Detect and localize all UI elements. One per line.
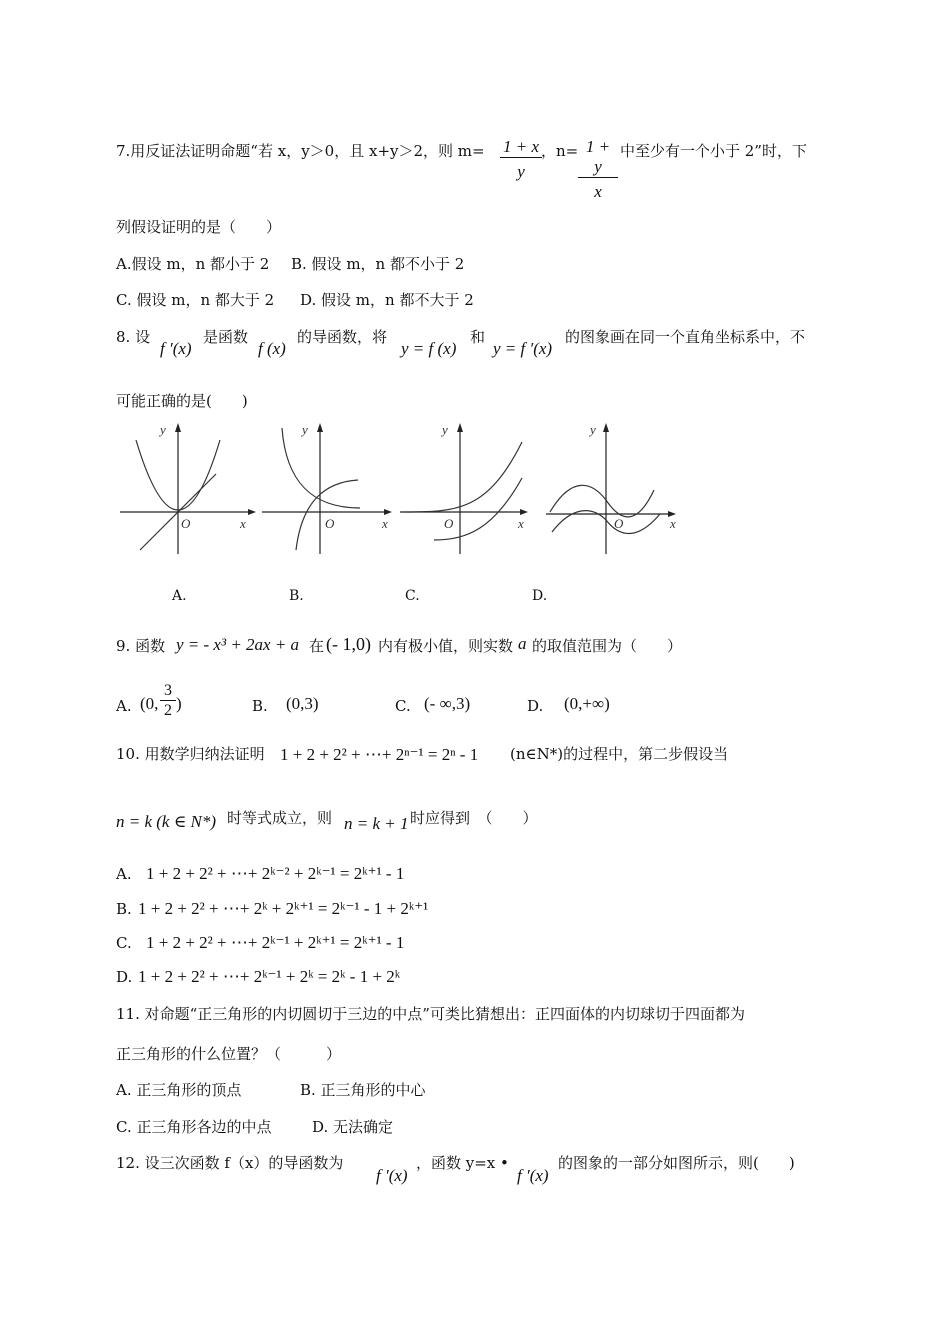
q9-option-a-close: ) xyxy=(176,694,182,713)
q8-graph-a-label: A. xyxy=(172,588,187,604)
q7-n-numerator: 1 + y xyxy=(578,137,618,178)
x-axis-arrow xyxy=(248,509,256,515)
curve-cubic xyxy=(550,485,654,517)
q10-option-d: 1 + 2 + 2² + ⋯+ 2ᵏ⁻¹ + 2ᵏ = 2ᵏ - 1 + 2ᵏ xyxy=(138,967,401,986)
q12-derivative-2: f ′(x) xyxy=(517,1166,549,1185)
q9-text-has-min: 内有极小值，则实数 xyxy=(378,637,514,655)
q8-derivative: f ′(x) xyxy=(160,339,192,358)
q10-option-d-label: D. xyxy=(116,968,133,986)
q8-graph-b xyxy=(260,420,400,560)
q9-prefix: 9. 函数 xyxy=(116,637,166,655)
q7-option-b: B. 假设 m，n 都不小于 2 xyxy=(291,255,465,273)
q8-graph-d-label: D. xyxy=(532,588,548,604)
q9-option-a-denominator: 2 xyxy=(164,702,172,719)
q7-mid: ，n= xyxy=(541,142,579,160)
q10-option-a: 1 + 2 + 2² + ⋯+ 2ᵏ⁻² + 2ᵏ⁻¹ = 2ᵏ⁺¹ - 1 xyxy=(146,864,405,883)
q12-suffix: 的图象的一部分如图所示，则( ) xyxy=(558,1154,795,1172)
q10-text-should-get: 时应得到 （ ） xyxy=(410,809,538,827)
q11-line2: 正三角形的什么位置？（ ） xyxy=(116,1045,342,1063)
x-axis-arrow xyxy=(384,509,392,515)
origin-label: O xyxy=(614,516,624,531)
curve-reciprocal xyxy=(282,428,360,508)
q8-equation-2: y = f ′(x) xyxy=(493,339,553,358)
q9-option-a-numerator: 3 xyxy=(160,682,176,701)
q9-option-c: (- ∞,3) xyxy=(424,694,471,713)
q7-fraction-n xyxy=(578,137,618,202)
q11-option-c: C. 正三角形各边的中点 xyxy=(116,1118,272,1136)
origin-label: O xyxy=(325,516,335,531)
y-axis-label: y xyxy=(160,422,166,437)
q9-interval: (- 1,0) xyxy=(326,634,371,654)
q11-line1: 11. 对命题“正三角形的内切圆切于三边的中点”可类比猜想出：正四面体的内切球切于四面都为 xyxy=(116,1005,745,1023)
q8-text-derivative-of: 的导函数，将 xyxy=(297,328,388,346)
q8-function: f (x) xyxy=(258,339,286,358)
q11-option-a: A. 正三角形的顶点 xyxy=(116,1081,242,1099)
q8-graph-b-label: B. xyxy=(289,588,304,604)
q9-var-a: a xyxy=(518,634,527,653)
q9-option-b: (0,3) xyxy=(286,694,319,713)
q8-line2: 可能正确的是( ) xyxy=(116,392,248,410)
q11-option-b: B. 正三角形的中心 xyxy=(300,1081,426,1099)
q9-option-a-label: A. xyxy=(116,697,132,715)
q7-option-a: A.假设 m，n 都小于 2 xyxy=(116,255,270,273)
q12-text-function: ，函数 y=x • xyxy=(416,1154,509,1172)
q9-text-in: 在 xyxy=(309,637,325,655)
q7-m-denominator: y xyxy=(517,162,525,181)
curve-upper xyxy=(406,442,522,512)
q7-line2: 列假设证明的是（ ） xyxy=(116,218,282,236)
q10-text-holds: 时等式成立，则 xyxy=(227,809,333,827)
q11-option-d: D. 无法确定 xyxy=(312,1118,394,1136)
q9-function-expr: y = - x³ + 2ax + a xyxy=(176,635,300,654)
curve-log xyxy=(296,480,358,550)
q12-derivative: f ′(x) xyxy=(376,1166,408,1185)
q10-option-b-label: B. xyxy=(116,900,132,918)
q10-option-c-label: C. xyxy=(116,934,132,952)
y-axis-label: y xyxy=(590,422,596,437)
q9-option-a-open: (0, xyxy=(140,694,159,713)
q10-prefix: 10. 用数学归纳法证明 xyxy=(116,745,265,763)
q7-n-denominator: x xyxy=(594,182,602,201)
q10-option-b: 1 + 2 + 2² + ⋯+ 2ᵏ + 2ᵏ⁺¹ = 2ᵏ⁻¹ - 1 + 2ᵏ⁺¹ xyxy=(138,899,429,918)
q10-option-a-label: A. xyxy=(116,865,132,883)
x-axis-label: x xyxy=(240,516,246,531)
q7-line1-prefix: 7.用反证法证明命题“若 x，y＞0，且 x+y＞2，则 m= xyxy=(116,142,485,160)
q8-graph-d xyxy=(542,420,687,560)
q9-option-d: (0,+∞) xyxy=(564,694,610,713)
q10-option-c: 1 + 2 + 2² + ⋯+ 2ᵏ⁻¹ + 2ᵏ⁺¹ = 2ᵏ⁺¹ - 1 xyxy=(146,933,405,952)
q9-option-c-label: C. xyxy=(395,697,411,715)
q8-text-function: 是函数 xyxy=(203,328,249,346)
y-axis-arrow xyxy=(457,423,463,432)
q10-condition: (n∈N*)的过程中，第二步假设当 xyxy=(510,745,729,763)
q9-option-a-fraction xyxy=(160,682,176,720)
q10-assume-expr: n = k (k ∈ N*) xyxy=(116,812,217,831)
y-axis-arrow xyxy=(317,423,323,432)
y-axis-label: y xyxy=(302,422,308,437)
y-axis-arrow xyxy=(175,423,181,432)
q7-option-d: D. 假设 m，n 都不大于 2 xyxy=(300,291,474,309)
q7-option-c: C. 假设 m，n 都大于 2 xyxy=(116,291,275,309)
q8-graph-c-label: C. xyxy=(405,588,420,604)
q8-equation-1: y = f (x) xyxy=(401,339,457,358)
q9-option-b-label: B. xyxy=(252,697,268,715)
q10-next-expr: n = k + 1 xyxy=(344,814,409,833)
q10-identity: 1 + 2 + 2² + ⋯+ 2ⁿ⁻¹ = 2ⁿ - 1 xyxy=(280,745,479,764)
origin-label: O xyxy=(444,516,454,531)
q9-text-range: 的取值范围为（ ） xyxy=(532,637,683,655)
q7-fraction-m xyxy=(500,137,542,182)
q7-m-numerator: 1 + x xyxy=(500,137,542,158)
q8-line1-suffix: 的图象画在同一个直角坐标系中，不 xyxy=(565,328,806,346)
q7-line1-suffix: 中至少有一个小于 2”时，下 xyxy=(620,142,807,160)
y-axis-label: y xyxy=(442,422,448,437)
q9-option-d-label: D. xyxy=(527,697,544,715)
q8-graph-c xyxy=(398,420,538,560)
q12-prefix: 12. 设三次函数 f（x）的导函数为 xyxy=(116,1154,344,1172)
x-axis-label: x xyxy=(518,516,524,531)
x-axis-label: x xyxy=(382,516,388,531)
x-axis-label: x xyxy=(670,516,676,531)
q8-prefix: 8. 设 xyxy=(116,328,151,346)
origin-label: O xyxy=(181,516,191,531)
q8-graph-a xyxy=(118,420,258,560)
y-axis-arrow xyxy=(603,423,609,432)
x-axis-arrow xyxy=(520,509,528,515)
q8-text-and: 和 xyxy=(470,328,486,346)
